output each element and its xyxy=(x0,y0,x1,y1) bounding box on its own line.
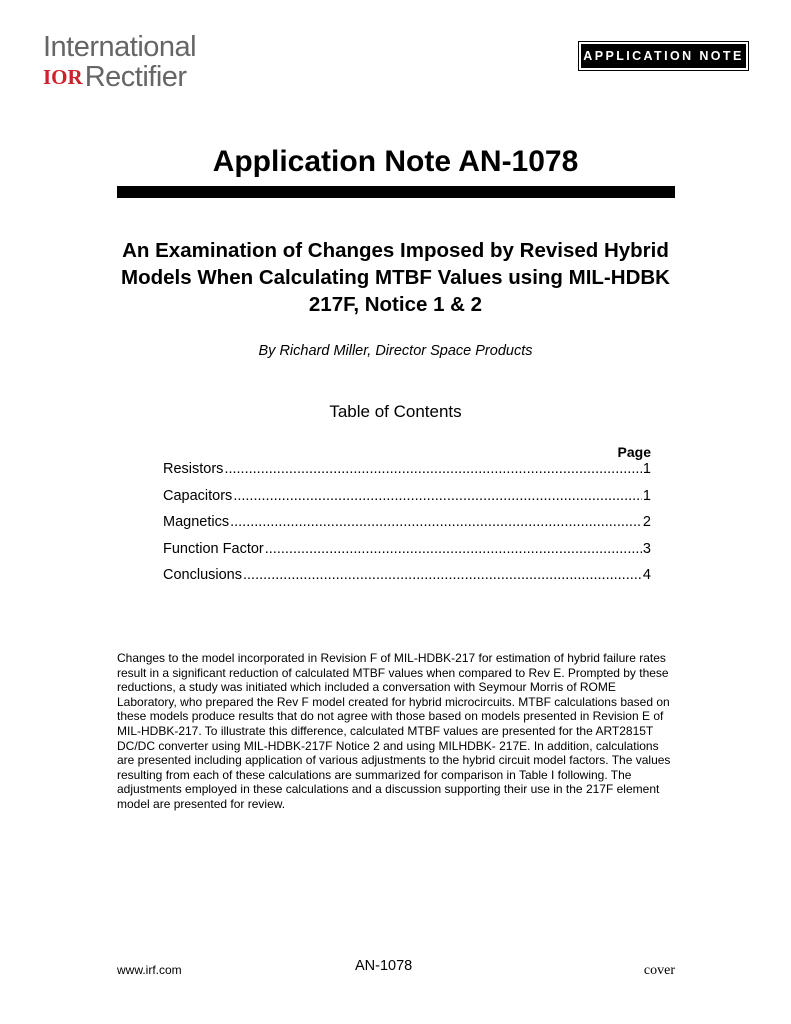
toc-entry-page: 1 xyxy=(642,487,651,504)
application-note-badge-label: APPLICATION NOTE xyxy=(581,44,746,68)
toc-heading: Table of Contents xyxy=(329,402,462,421)
toc-page-column-header: Page xyxy=(617,444,651,460)
page-title: Application Note AN-1078 xyxy=(212,145,579,178)
toc-leader-dots xyxy=(230,514,642,530)
toc-entry-resistors[interactable] xyxy=(163,461,651,488)
toc-entry-label: Function Factor xyxy=(163,540,264,557)
toc-entry-page: 1 xyxy=(642,461,651,477)
toc-entry-label: Magnetics xyxy=(163,514,230,531)
introduction-paragraph: Changes to the model incorporated in Revision F of MIL-HDBK-217 for estimation of hybrid failure rates result in a significant reduction of calculated MTBF values when compared to Rev E. Prompted by these reductions, a study was initiated which included a conversation with Seymour Morris of ROME Laboratory, who prepared the Rev F model created for hybrid microcircuits. MTBF calculations based on these models produce results that do not agree with those based on models presented in Revision E of MIL-HDBK-217. To illustrate this difference, calculated MTBF values are presented for the ART2815T DC/DC converter using MIL-HDBK-217F Notice 2 and using MILHDBK- 217E. In addition, calculations are presented including application of various adjustments to the hybrid circuit model factors. The values resulting from each of these calculations are summarized for comparison in Table I following. The adjustments employed in these calculations and a discussion supporting their use in the 217F element model are presented for review. xyxy=(117,651,671,811)
toc-entry-label: Capacitors xyxy=(163,487,233,504)
footer-page-label: cover xyxy=(643,963,675,978)
footer-website: www.irf.com xyxy=(117,963,182,977)
toc-leader-dots xyxy=(265,541,642,557)
ior-logo-mark: IOR xyxy=(43,65,83,89)
toc-entry-page: 3 xyxy=(642,540,651,557)
toc-entry-conclusions[interactable] xyxy=(163,567,651,594)
logo-row xyxy=(43,62,193,92)
toc-leader-dots xyxy=(243,567,642,583)
toc-leader-dots xyxy=(224,461,641,477)
toc-entry-page: 4 xyxy=(642,567,651,584)
company-logo xyxy=(43,31,197,93)
document-subtitle: An Examination of Changes Imposed by Revised Hybrid Models When Calculating MTBF Values using MIL-HDBK 217F, Notice 1 & 2 xyxy=(121,239,670,316)
toc-entry-label: Conclusions xyxy=(163,567,242,584)
toc-entry-page: 2 xyxy=(642,514,651,531)
table-of-contents xyxy=(163,461,651,594)
toc-leader-dots xyxy=(233,488,642,504)
title-divider xyxy=(117,186,675,198)
application-note-badge xyxy=(578,41,749,71)
toc-entry-label: Resistors xyxy=(163,461,224,477)
logo-text-rectifier: Rectifier xyxy=(84,61,187,93)
toc-entry-capacitors[interactable] xyxy=(163,488,651,515)
toc-entry-function-factor[interactable] xyxy=(163,541,651,568)
author-byline: By Richard Miller, Director Space Products xyxy=(258,343,533,359)
logo-text-international: International xyxy=(43,31,197,63)
toc-entry-magnetics[interactable] xyxy=(163,514,651,541)
footer-doc-id: AN-1078 xyxy=(355,958,413,974)
